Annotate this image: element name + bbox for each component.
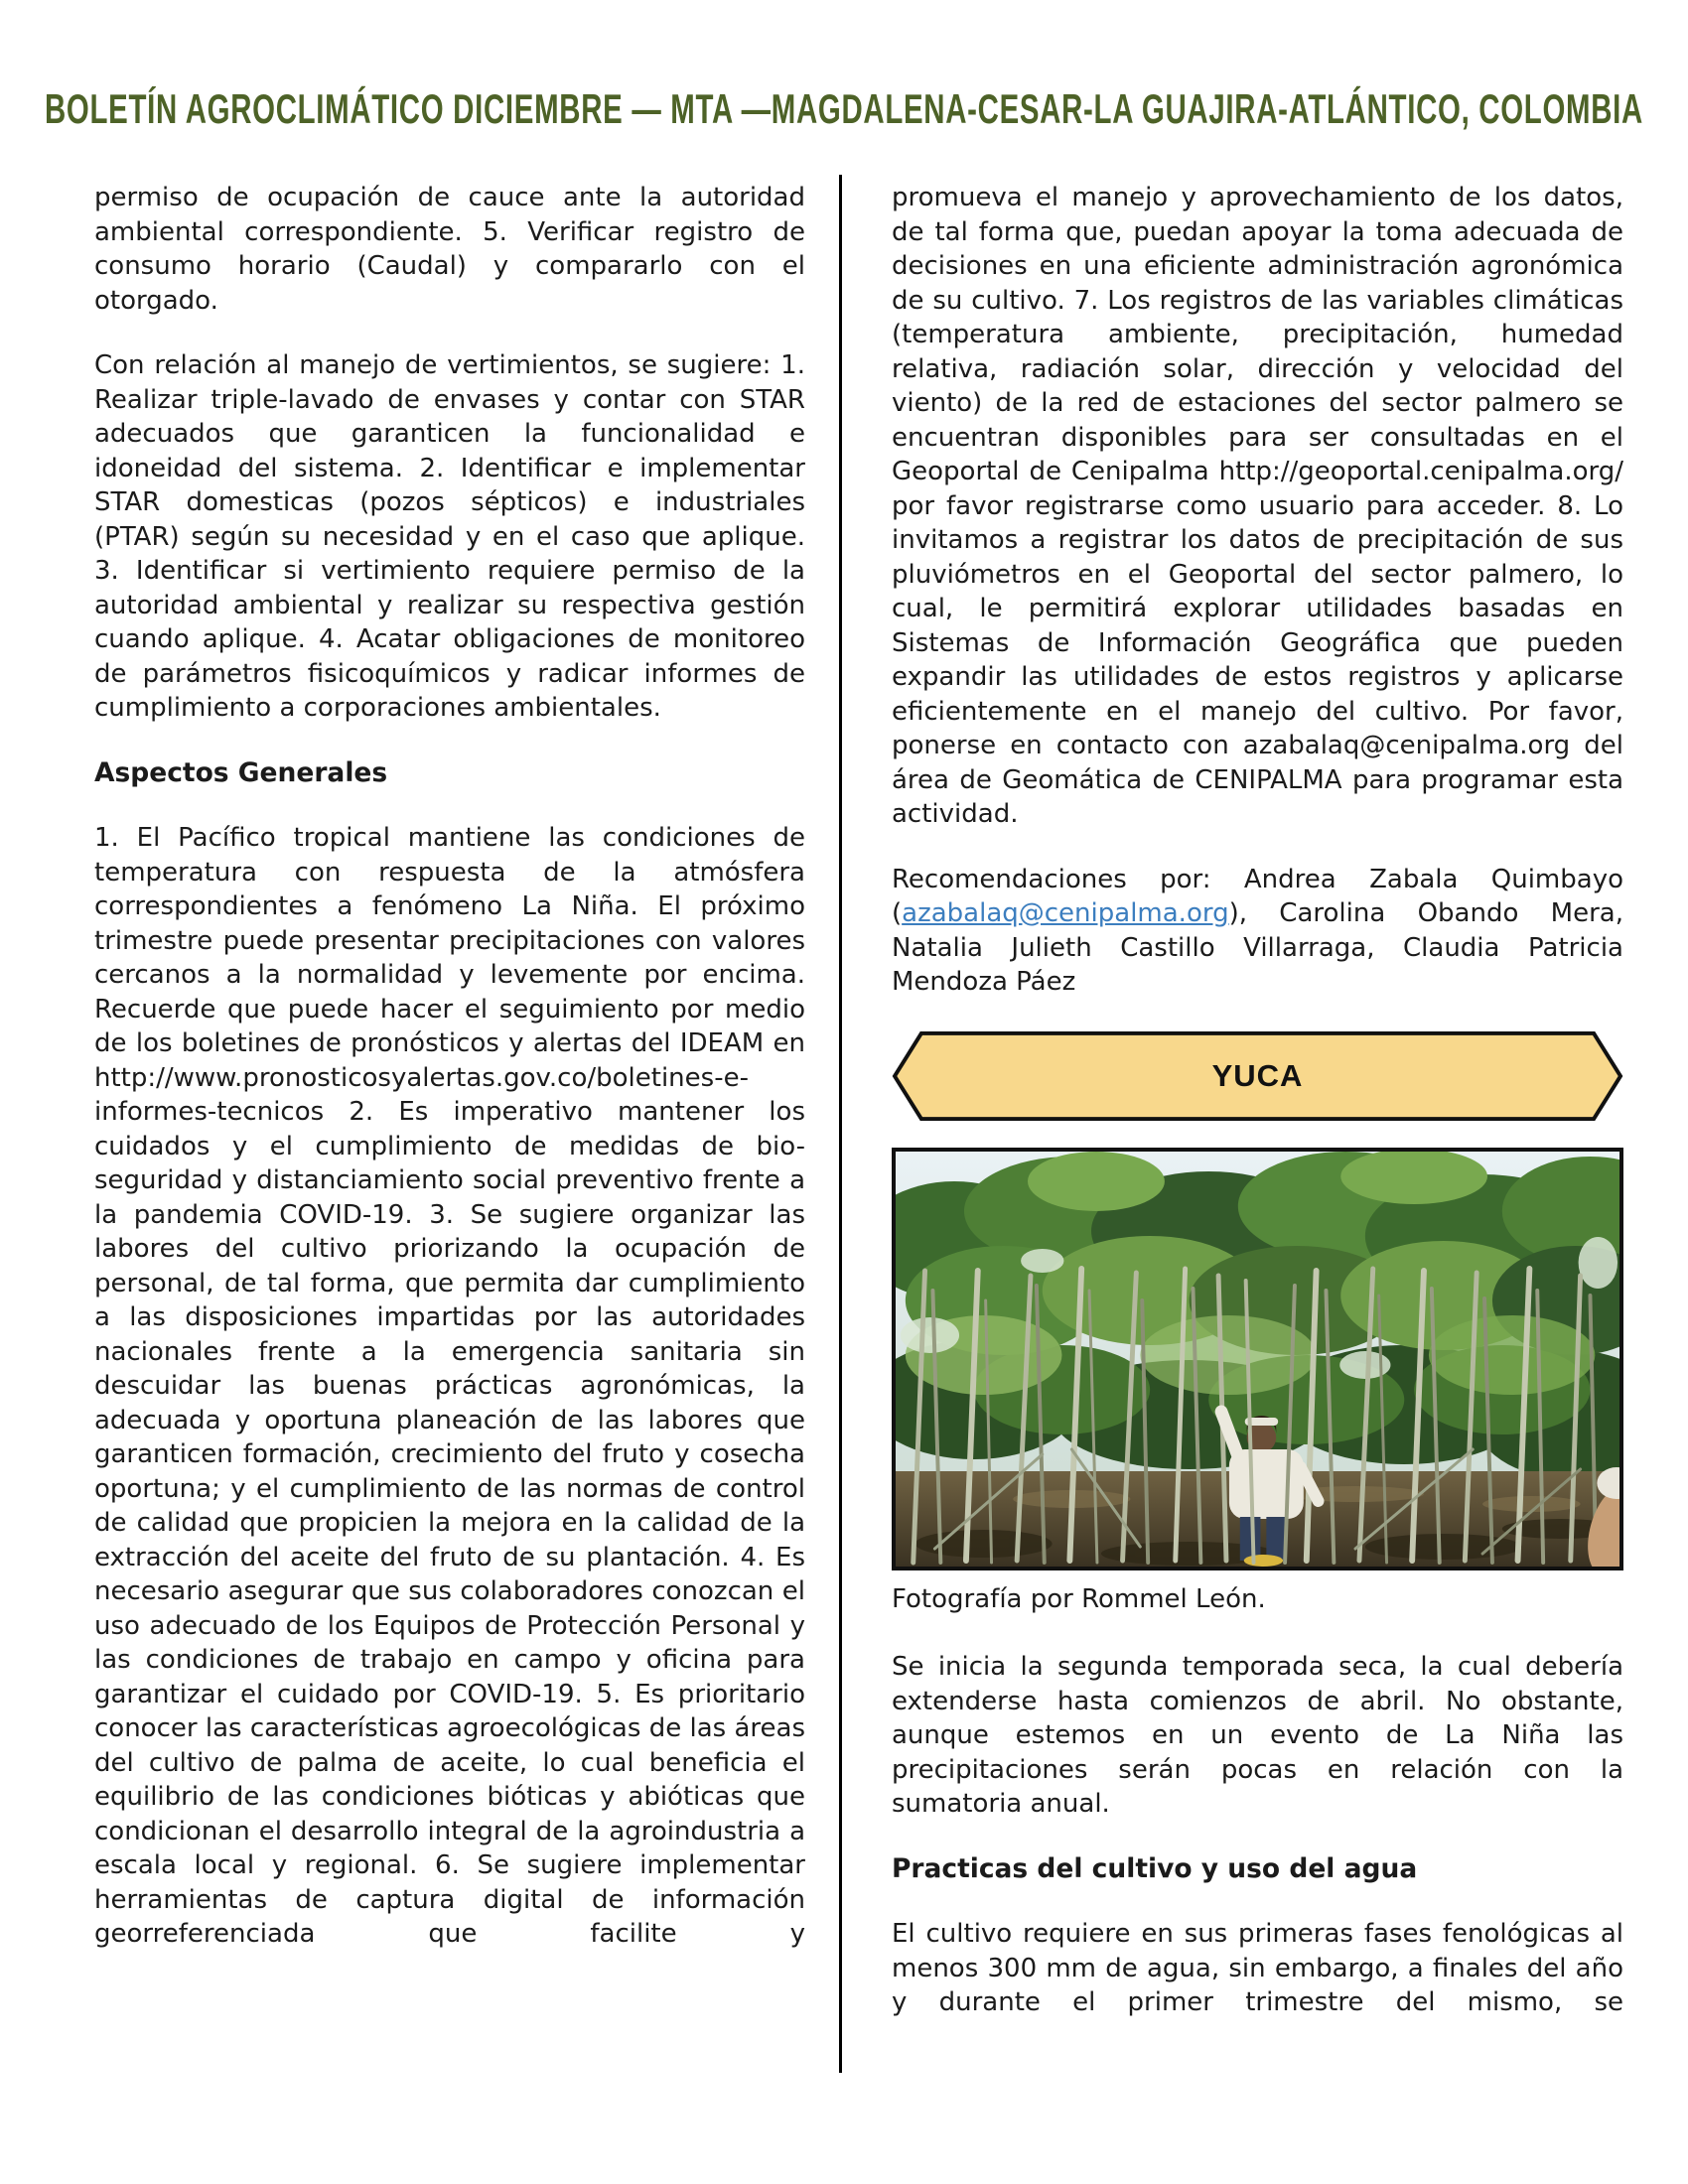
paragraph-cultivo-agua: El cultivo requiere en sus primeras fases fenológicas al menos 300 mm de agua, sin embargo, a finales del año y durante el primer trimestre del mismo, se — [892, 1919, 1623, 2017]
heading-practicas-cultivo: Practicas del cultivo y uso del agua — [892, 1852, 1418, 1884]
recomendaciones-text-prefix: Recomendaciones por: Andrea Zabala Quimbayo ( — [892, 864, 1623, 928]
page-title-text: BOLETÍN AGROCLIMÁTICO DICIEMBRE — MTA —MAGDALENA-CESAR-LA GUAJIRA-ATLÁNTICO, COLOMBIA — [45, 85, 1643, 132]
foliage-canopy — [896, 1152, 1619, 1395]
paragraph-datos-geoportal: promueva el manejo y aprovechamiento de los datos, de tal forma que, puedan apoyar la toma adecuada de decisiones en una eficiente administración agronómica de su cultivo. 7. Los registros de las variables climáticas (temperatura ambiente, precipitación, humedad relativa, radiación solar, dirección y velocidad del viento) de la red de estaciones del sector palmero se encuentran disponibles para ser consultadas en el Geoportal de Cenipalma http://geoportal.cenipalma.org/ por favor registrarse como usuario para acceder. 8. Lo invitamos a registrar los datos de precipitación de sus pluviómetros en el Geoportal del sector palmero, lo cual, le permitirá explorar utilidades basadas en Sistemas de Información Geográfica que pueden expandir las utilidades de estos registros y aplicarse eficientemente en el manejo del cultivo. Por favor, ponerse en contacto con azabalaq@cenipalma.org del área de Geomática de CENIPALMA para programar esta actividad. — [892, 183, 1623, 829]
email-link[interactable]: azabalaq@cenipalma.org — [902, 898, 1229, 928]
paragraph-recomendaciones — [892, 863, 1623, 1000]
yuca-field-photo — [892, 1148, 1623, 1570]
column-divider — [839, 175, 842, 2073]
paragraph-temporada-seca: Se inicia la segunda temporada seca, la cual debería extenderse hasta comienzos de abril. No obstante, aunque estemos en un evento de La Niña las precipitaciones serán pocas en relación con la sumatoria anual. — [892, 1652, 1623, 1819]
paragraph-aspectos-generales: 1. El Pacífico tropical mantiene las condiciones de temperatura con respuesta de la atmósfera correspondientes a fenómeno La Niña. El próximo trimestre puede presentar precipitaciones con valores cercanos a la normalidad y levemente por encima. Recuerde que puede hacer el seguimiento por medio de los boletines de pronósticos y alertas del IDEAM en http://www.pronosticosyalertas.gov.co/boletines-e-informes-tecnicos 2. Es imperativo mantener los cuidados y el cumplimiento de medidas de bio-seguridad y distanciamiento social preventivo frente a la pandemia COVID-19. 3. Se sugiere organizar las labores del cultivo priorizando la ocupación de personal, de tal forma, que permita dar cumplimiento a las disposiciones impartidas por las autoridades nacionales frente a la emergencia sanitaria sin descuidar las buenas prácticas agronómicas, la adecuada y oportuna planeación de las labores que garanticen formación, crecimiento del fruto y cosecha oportuna; y el cumplimiento de las normas de control de calidad que propicien la mejora en la calidad de la extracción del aceite del fruto de su plantación. 4. Es necesario asegurar que sus colaboradores conozcan el uso adecuado de los Equipos de Protección Personal y las condiciones de trabajo en campo y oficina para garantizar el cuidado por COVID-19. 5. Es prioritario conocer las características agroecológicas de las áreas del cultivo de palma de aceite, lo cual beneficia el equilibrio de las condiciones bióticas y abióticas que condicionan el desarrollo integral de la agroindustria a escala local y regional. 6. Se sugiere implementar herramientas de captura digital de información georreferenciada que facilite y — [94, 823, 805, 1949]
right-column — [892, 181, 1623, 2051]
page-header — [0, 85, 1688, 133]
photo-caption: Fotografía por Rommel León. — [892, 1583, 1266, 1614]
page-title — [0, 85, 1688, 133]
yuca-section-banner — [892, 1030, 1623, 1122]
left-column — [94, 181, 805, 1982]
paragraph-permiso-cauce: permiso de ocupación de cauce ante la autoridad ambiental correspondiente. 5. Verificar registro de consumo horario (Caudal) y compararlo con el otorgado. — [94, 183, 805, 316]
yuca-photo-figure — [892, 1148, 1623, 1617]
paragraph-manejo-vertimientos: Con relación al manejo de vertimientos, se sugiere: 1. Realizar triple-lavado de envases y contar con STAR adecuados que garanticen la funcionalidad e idoneidad del sistema. 2. Identificar e implementar STAR domesticas (pozos sépticos) e industriales (PTAR) según su necesidad y en el caso que aplique. 3. Identificar si vertimiento requiere permiso de la autoridad ambiental y realizar su respectiva gestión cuando aplique. 4. Acatar obligaciones de monitoreo de parámetros fisicoquímicos y radicar informes de cumplimiento a corporaciones ambientales. — [94, 350, 805, 723]
recomendaciones-text-suffix: ), Carolina Obando Mera, Natalia Julieth Castillo Villarraga, Claudia Patricia Mendoza Páez — [892, 898, 1623, 997]
heading-aspectos-generales: Aspectos Generales — [94, 756, 388, 788]
yuca-banner-label: YUCA — [1211, 1057, 1304, 1093]
